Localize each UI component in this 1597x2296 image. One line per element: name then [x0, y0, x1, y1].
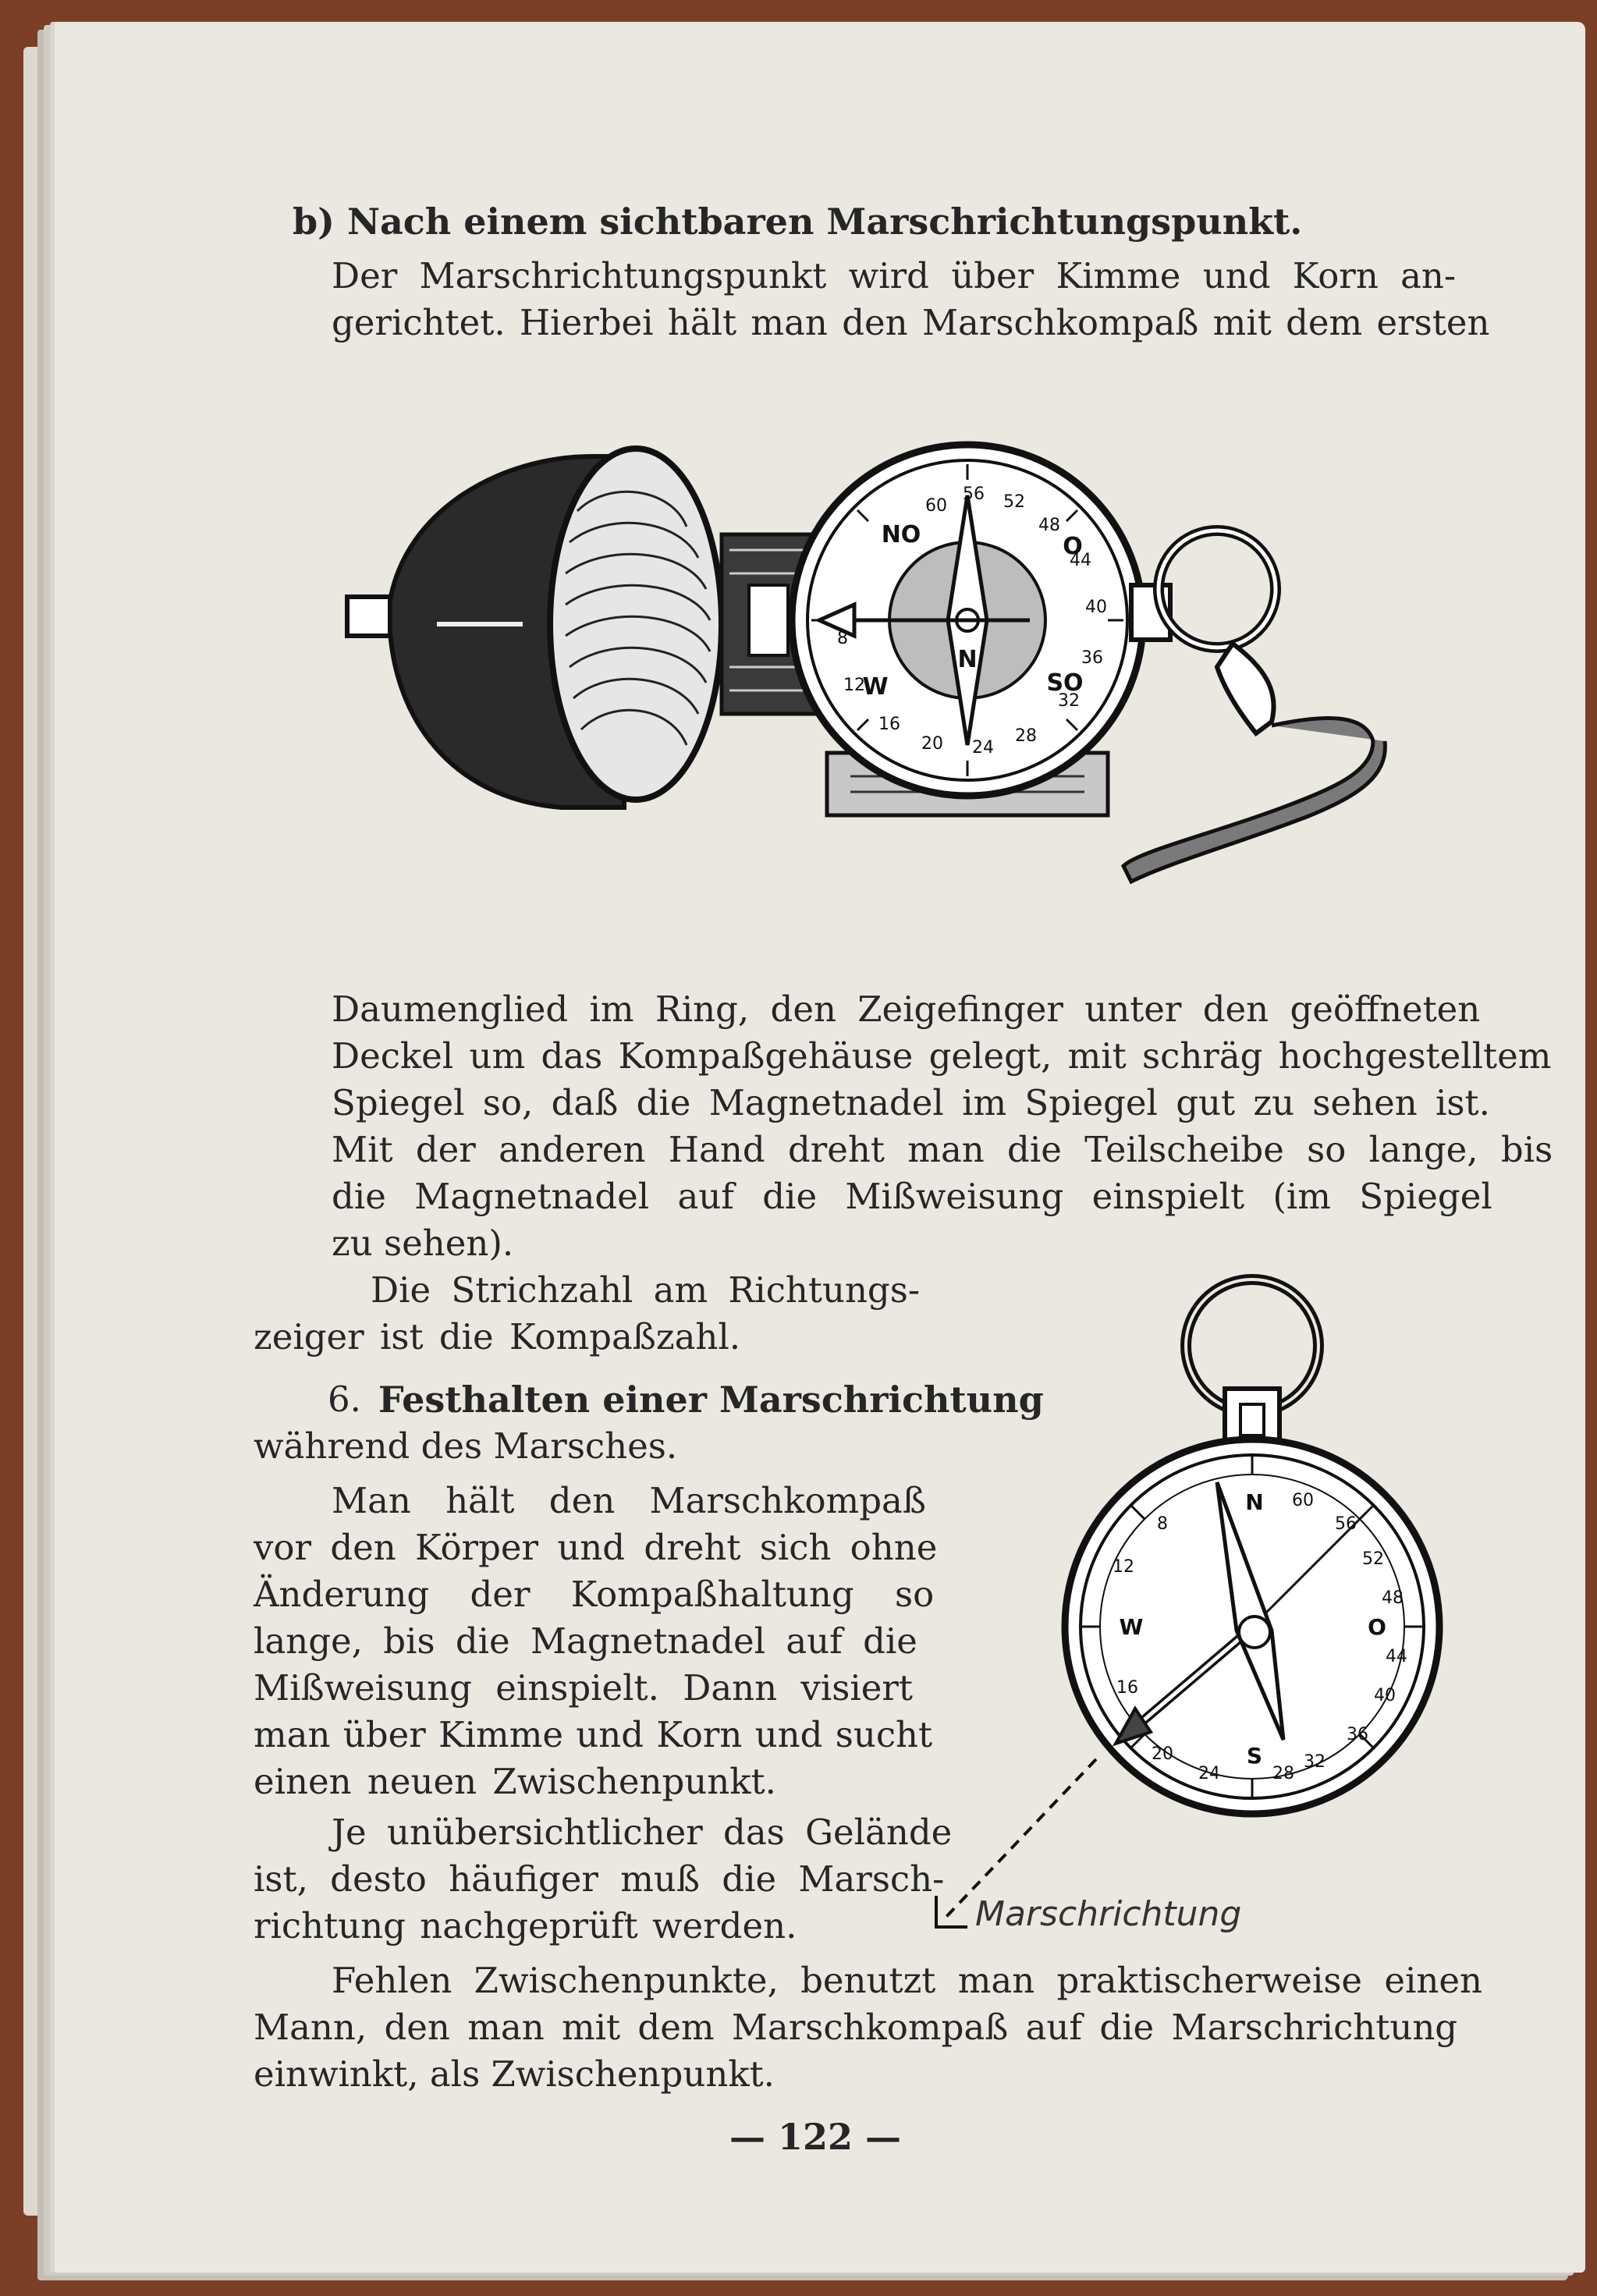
svg-text:16: 16	[878, 715, 900, 734]
text-line: Je unübersichtlicher das Gelände	[332, 1812, 953, 1853]
svg-text:28: 28	[1272, 1764, 1294, 1783]
svg-text:N: N	[957, 646, 978, 673]
svg-text:52: 52	[1362, 1549, 1384, 1569]
heading-number: 6.	[328, 1379, 361, 1420]
svg-text:48: 48	[1038, 516, 1060, 535]
svg-text:60: 60	[1292, 1491, 1314, 1510]
text-line: Der Marschrichtungspunkt wird über Kimme und Korn an-	[332, 255, 1457, 296]
svg-text:56: 56	[1335, 1514, 1357, 1534]
text-line: gerichtet. Hierbei hält man den Marschkompaß mit dem ersten	[332, 302, 1490, 343]
svg-text:8: 8	[837, 629, 848, 648]
marschrichtung-label: Marschrichtung	[975, 1894, 1242, 1934]
text-line: Daumenglied im Ring, den Zeigefinger unter den geöffneten	[332, 988, 1481, 1030]
text-line: Fehlen Zwischenpunkte, benutzt man praktischerweise einen	[332, 1960, 1482, 2001]
svg-text:20: 20	[1152, 1744, 1173, 1764]
svg-text:N: N	[1245, 1489, 1264, 1515]
text-line: Man hält den Marschkompaß	[332, 1480, 926, 1521]
svg-text:20: 20	[921, 734, 943, 754]
svg-text:40: 40	[1085, 598, 1107, 617]
svg-text:W: W	[862, 673, 889, 701]
text-line: Mann, den man mit dem Marschkompaß auf die Marschrichtung	[254, 2007, 1458, 2048]
text-line: Mißweisung einspielt. Dann visiert	[254, 1667, 913, 1709]
heading-line: Festhalten einer Marschrichtung	[378, 1379, 1044, 1421]
text-line: zeiger ist die Kompaßzahl.	[254, 1316, 741, 1357]
svg-text:24: 24	[1198, 1764, 1220, 1783]
text-line: vor den Körper und dreht sich ohne	[254, 1527, 938, 1568]
svg-text:NO: NO	[881, 521, 921, 548]
text-line: zu sehen).	[332, 1223, 514, 1264]
text-line: Mit der anderen Hand dreht man die Teilscheibe so lange, bis	[332, 1129, 1553, 1170]
svg-text:12: 12	[843, 676, 865, 695]
svg-text:32: 32	[1058, 691, 1080, 711]
svg-text:S: S	[1246, 1743, 1263, 1769]
text-line: Spiegel so, daß die Magnetnadel im Spiegel gut zu sehen ist.	[332, 1082, 1490, 1123]
text-line: lange, bis die Magnetnadel auf die	[254, 1620, 917, 1662]
svg-text:32: 32	[1304, 1752, 1326, 1772]
page-edge	[23, 47, 50, 2216]
text-line: richtung nachgeprüft werden.	[254, 1905, 797, 1946]
compass-direction-illustration	[928, 1272, 1459, 1958]
text-line: Die Strichzahl am Richtungs-	[371, 1269, 921, 1311]
svg-text:36: 36	[1347, 1725, 1368, 1744]
text-line: einen neuen Zwischenpunkt.	[254, 1761, 776, 1802]
text-line: die Magnetnadel auf die Mißweisung einspielt (im Spiegel	[332, 1176, 1492, 1217]
svg-text:16: 16	[1116, 1678, 1138, 1698]
svg-text:8: 8	[1157, 1514, 1168, 1534]
text-line: einwinkt, als Zwischenpunkt.	[254, 2053, 775, 2095]
text-line: Änderung der Kompaßhaltung so	[254, 1574, 935, 1615]
svg-text:52: 52	[1003, 492, 1025, 512]
heading-line: während des Marsches.	[254, 1425, 678, 1467]
svg-text:W: W	[1119, 1614, 1144, 1640]
svg-text:44: 44	[1386, 1647, 1407, 1666]
marching-compass-illustration	[343, 433, 1404, 885]
text-line: man über Kimme und Korn und sucht	[254, 1714, 933, 1755]
svg-text:28: 28	[1015, 726, 1037, 746]
svg-text:O: O	[1368, 1614, 1386, 1640]
section-b-heading: b) Nach einem sichtbaren Marschrichtungspunkt.	[293, 201, 1303, 243]
svg-text:24: 24	[972, 738, 994, 758]
page-number: — 122 —	[729, 2116, 902, 2158]
svg-text:O: O	[1063, 533, 1083, 560]
svg-text:48: 48	[1382, 1588, 1404, 1608]
svg-text:12: 12	[1113, 1557, 1134, 1577]
svg-text:36: 36	[1081, 648, 1103, 668]
text-line: Deckel um das Kompaßgehäuse gelegt, mit schräg hochgestelltem	[332, 1035, 1552, 1077]
svg-text:60: 60	[925, 496, 947, 516]
text-line: ist, desto häufiger muß die Marsch-	[254, 1858, 945, 1900]
svg-text:44: 44	[1070, 551, 1091, 570]
svg-text:40: 40	[1374, 1686, 1396, 1705]
svg-text:56: 56	[963, 484, 985, 504]
svg-text:SO: SO	[1046, 669, 1084, 697]
